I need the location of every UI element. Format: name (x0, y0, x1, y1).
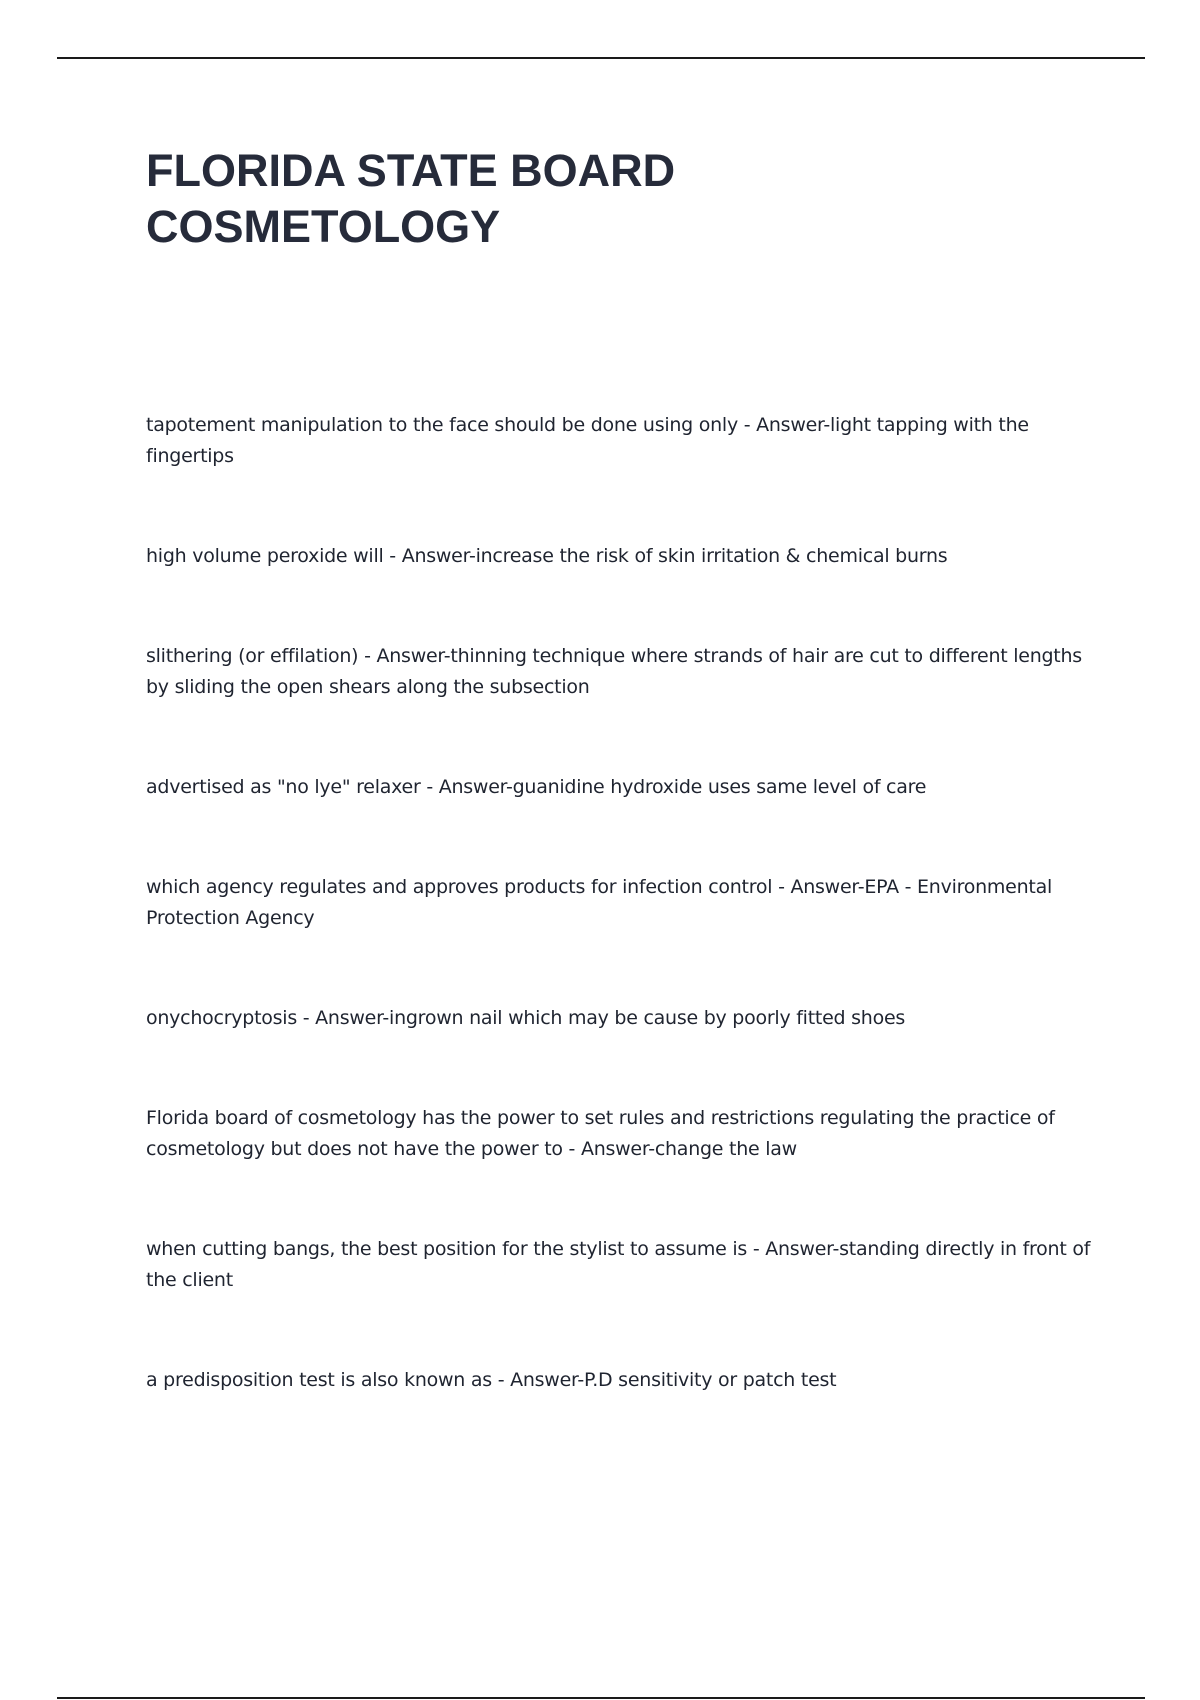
title-line-2: COSMETOLOGY (146, 201, 501, 252)
title-line-1: FLORIDA STATE BOARD (146, 145, 676, 196)
qa-item: high volume peroxide will - Answer-increase the risk of skin irritation & chemical burns (146, 545, 948, 567)
bottom-rule (57, 1697, 1145, 1699)
top-rule (57, 57, 1145, 59)
qa-item: when cutting bangs, the best position for the stylist to assume is - Answer-standing directly in front of the client (146, 1238, 1091, 1291)
qa-item: Florida board of cosmetology has the power to set rules and restrictions regulating the practice of cosmetology but does not have the power to - Answer-change the law (146, 1107, 1055, 1160)
qa-item: which agency regulates and approves products for infection control - Answer-EPA - Environmental Protection Agency (146, 876, 1053, 929)
page-title (146, 143, 1046, 255)
qa-item: slithering (or effilation) - Answer-thinning technique where strands of hair are cut to different lengths by sliding the open shears along the subsection (146, 645, 1082, 698)
qa-item: advertised as "no lye" relaxer - Answer-guanidine hydroxide uses same level of care (146, 776, 927, 798)
qa-item: tapotement manipulation to the face should be done using only - Answer-light tapping with the fingertips (146, 414, 1029, 467)
qa-item: onychocryptosis - Answer-ingrown nail which may be cause by poorly fitted shoes (146, 1007, 906, 1029)
qa-item: a predisposition test is also known as - Answer-P.D sensitivity or patch test (146, 1369, 837, 1391)
qa-list (146, 410, 1091, 1465)
